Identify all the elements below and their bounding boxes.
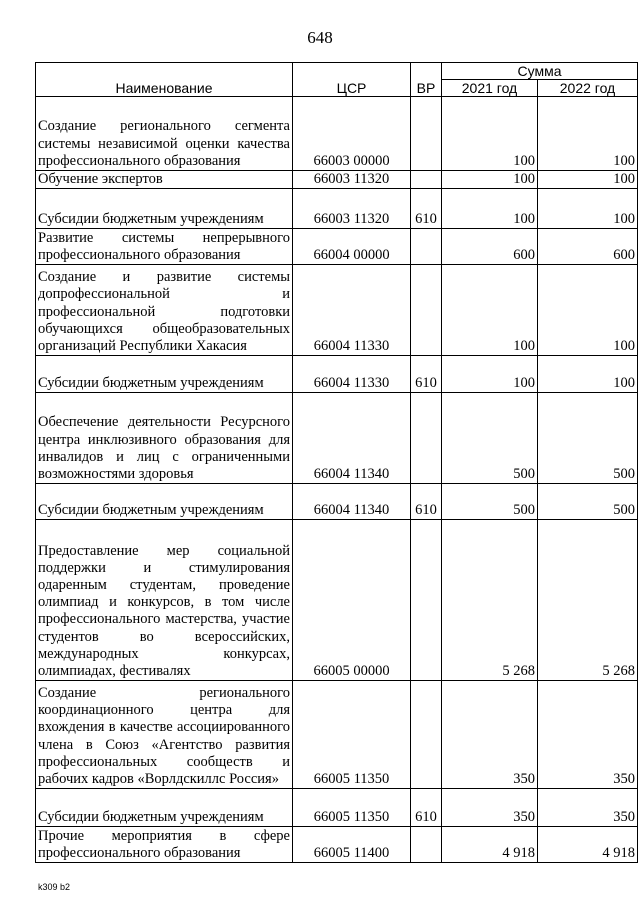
table-row <box>36 484 638 520</box>
row-vr <box>411 171 442 189</box>
row-vr: 610 <box>411 484 442 520</box>
row-sum-2021: 100 <box>442 265 538 356</box>
row-sum-2022: 500 <box>538 393 638 484</box>
table-row <box>36 827 638 863</box>
row-name: Создание регионального сегмента системы независимой оценки качества профессионального образования <box>36 97 293 171</box>
table-row <box>36 265 638 356</box>
row-vr <box>411 229 442 265</box>
table-row <box>36 356 638 393</box>
row-sum-2022: 600 <box>538 229 638 265</box>
header-csr: ЦСР <box>293 63 411 97</box>
row-csr: 66004 11340 <box>293 393 411 484</box>
row-name: Субсидии бюджетным учреждениям <box>36 789 293 827</box>
budget-table <box>35 62 638 863</box>
row-sum-2021: 600 <box>442 229 538 265</box>
header-sum: Сумма <box>442 63 638 80</box>
row-vr: 610 <box>411 356 442 393</box>
row-sum-2022: 100 <box>538 356 638 393</box>
row-sum-2021: 5 268 <box>442 520 538 681</box>
table-row <box>36 520 638 681</box>
row-csr: 66004 00000 <box>293 229 411 265</box>
row-csr: 66005 11350 <box>293 681 411 789</box>
row-sum-2022: 350 <box>538 789 638 827</box>
row-sum-2022: 4 918 <box>538 827 638 863</box>
row-sum-2022: 100 <box>538 265 638 356</box>
table-row <box>36 681 638 789</box>
row-vr <box>411 265 442 356</box>
table-row <box>36 789 638 827</box>
table-row <box>36 189 638 229</box>
row-vr <box>411 681 442 789</box>
row-name: Создание и развитие системы допрофессиональной и профессиональной подготовки обучающихся общеобразовательных организаций Республики Хакасия <box>36 265 293 356</box>
header-vr: ВР <box>411 63 442 97</box>
row-vr <box>411 393 442 484</box>
table-row <box>36 171 638 189</box>
footer-code: k309 b2 <box>38 882 71 892</box>
row-csr: 66004 11330 <box>293 356 411 393</box>
row-csr: 66005 11350 <box>293 789 411 827</box>
table-row <box>36 229 638 265</box>
row-sum-2021: 4 918 <box>442 827 538 863</box>
row-sum-2022: 100 <box>538 189 638 229</box>
row-sum-2021: 500 <box>442 393 538 484</box>
row-vr: 610 <box>411 789 442 827</box>
table-body <box>36 97 638 863</box>
table-row <box>36 393 638 484</box>
row-name: Предоставление мер социальной поддержки и стимулирования одаренным студентам, проведение олимпиад и конкурсов, в том числе профессионального мастерства, участие студентов во всероссийских, международных конкурсах, олимпиадах, фестивалях <box>36 520 293 681</box>
row-sum-2022: 500 <box>538 484 638 520</box>
row-name: Субсидии бюджетным учреждениям <box>36 356 293 393</box>
row-sum-2022: 350 <box>538 681 638 789</box>
table-header <box>36 63 638 97</box>
row-csr: 66005 11400 <box>293 827 411 863</box>
header-name: Наименование <box>36 63 293 97</box>
row-csr: 66005 00000 <box>293 520 411 681</box>
header-year-2022: 2022 год <box>538 80 638 97</box>
row-name: Обеспечение деятельности Ресурсного центра инклюзивного образования для инвалидов и лиц с ограниченными возможностями здоровья <box>36 393 293 484</box>
row-csr: 66004 11330 <box>293 265 411 356</box>
row-vr <box>411 97 442 171</box>
row-csr: 66003 00000 <box>293 97 411 171</box>
row-sum-2021: 100 <box>442 189 538 229</box>
row-sum-2021: 100 <box>442 97 538 171</box>
table-row <box>36 97 638 171</box>
row-vr <box>411 827 442 863</box>
row-vr <box>411 520 442 681</box>
header-year-2021: 2021 год <box>442 80 538 97</box>
row-name: Создание регионального координационного центра для вхождения в качестве ассоциированного члена в Союз «Агентство развития профессиональных сообществ и рабочих кадров «Ворлдскиллс Россия» <box>36 681 293 789</box>
row-sum-2022: 5 268 <box>538 520 638 681</box>
row-csr: 66003 11320 <box>293 189 411 229</box>
row-sum-2022: 100 <box>538 171 638 189</box>
row-sum-2021: 100 <box>442 356 538 393</box>
row-name: Субсидии бюджетным учреждениям <box>36 189 293 229</box>
row-sum-2022: 100 <box>538 97 638 171</box>
row-sum-2021: 350 <box>442 681 538 789</box>
row-sum-2021: 100 <box>442 171 538 189</box>
row-name: Развитие системы непрерывного профессионального образования <box>36 229 293 265</box>
row-name: Обучение экспертов <box>36 171 293 189</box>
page-number: 648 <box>307 28 333 47</box>
row-sum-2021: 350 <box>442 789 538 827</box>
row-csr: 66003 11320 <box>293 171 411 189</box>
row-name: Субсидии бюджетным учреждениям <box>36 484 293 520</box>
row-sum-2021: 500 <box>442 484 538 520</box>
row-vr: 610 <box>411 189 442 229</box>
row-name: Прочие мероприятия в сфере профессионального образования <box>36 827 293 863</box>
row-csr: 66004 11340 <box>293 484 411 520</box>
